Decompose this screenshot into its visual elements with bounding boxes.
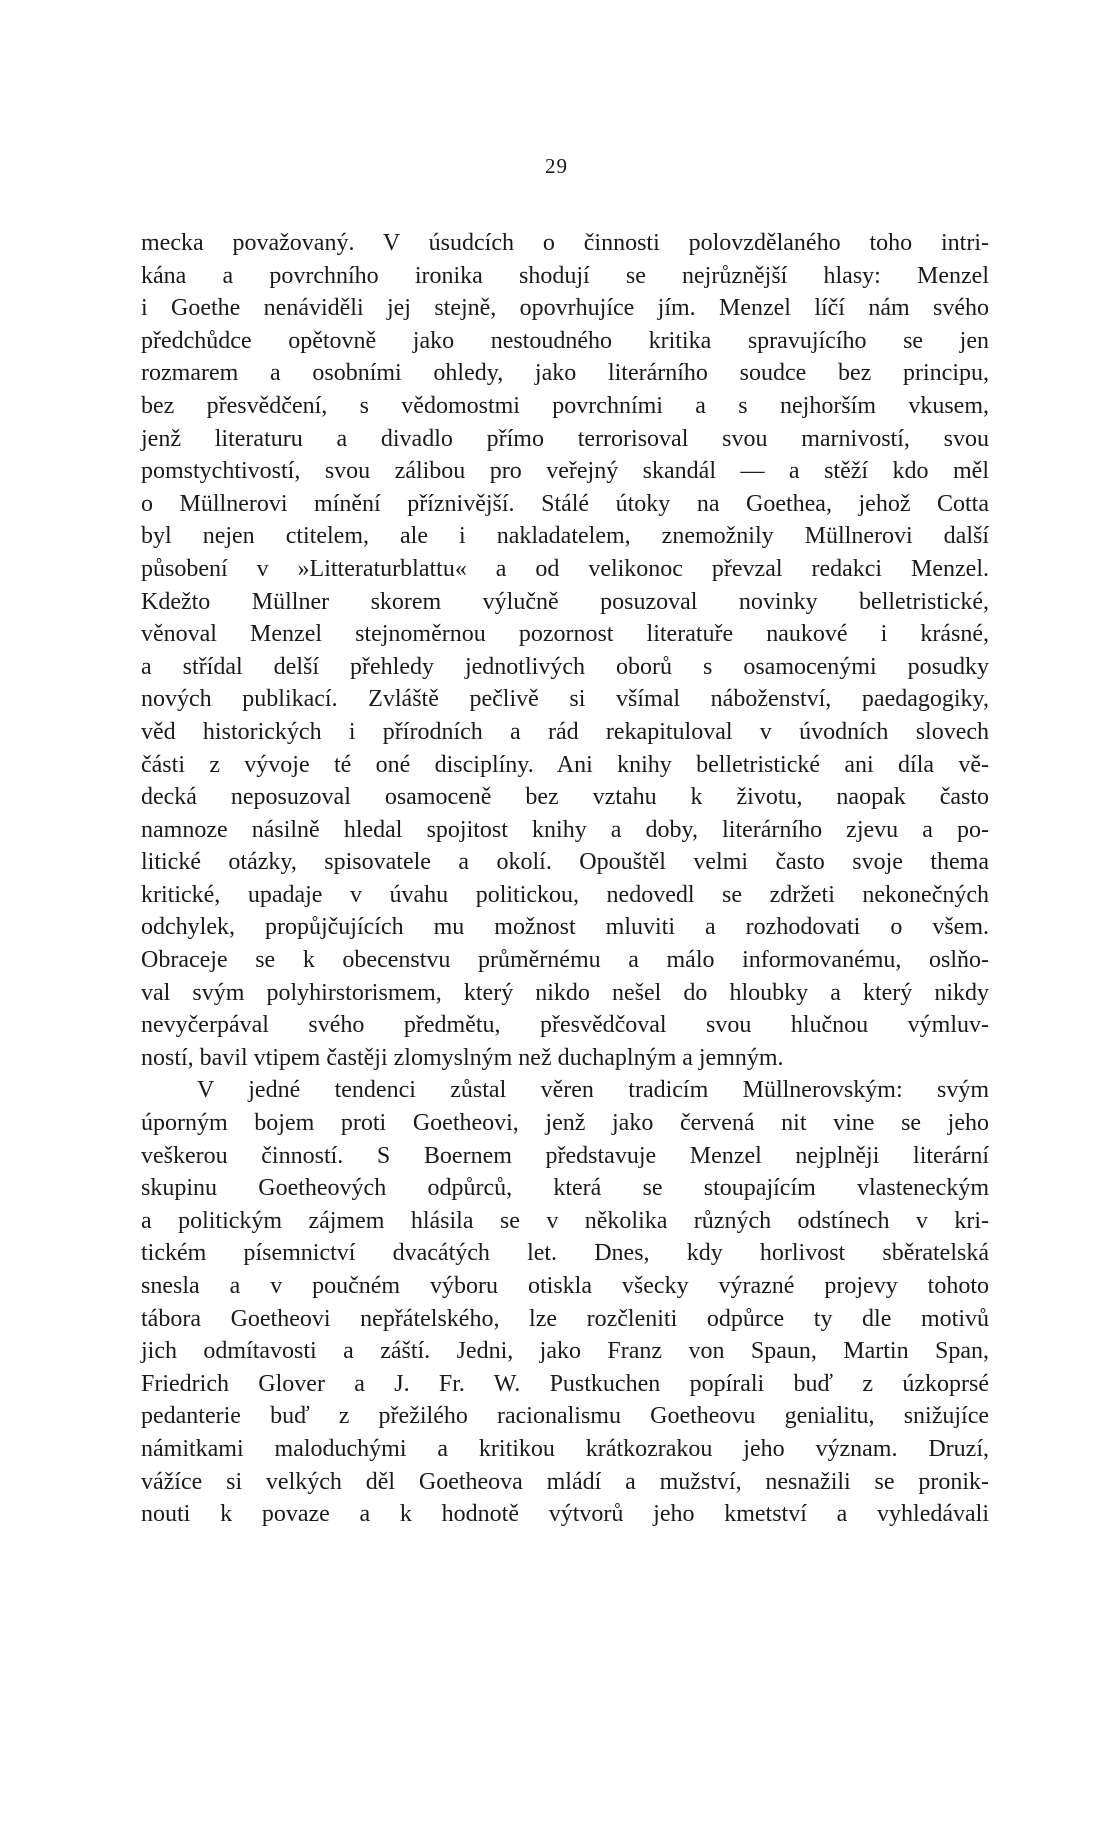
text-line: byl nejen ctitelem, ale i nakladatelem, znemožnily Müllnerovi další: [141, 523, 989, 550]
text-line: mecka považovaný. V úsudcích o činnosti polovzdělaného toho intri-: [141, 230, 989, 256]
text-line: úporným bojem proti Goetheovi, jenž jako červená nit vine se jeho: [141, 1110, 989, 1137]
text-line: val svým polyhirstorismem, který nikdo nešel do hloubky a který nikdy: [141, 979, 989, 1006]
text-line: jich odmítavosti a záští. Jedni, jako Franz von Spaun, Martin Span,: [141, 1338, 989, 1365]
text-line: věnoval Menzel stejnoměrnou pozornost literatuře naukové i krásné,: [141, 621, 989, 648]
text-line: o Müllnerovi mínění příznivější. Stálé útoky na Goethea, jehož Cotta: [141, 490, 989, 517]
text-line: pomstychtivostí, svou zálibou pro veřejný skandál — a stěží kdo měl: [141, 458, 989, 485]
text-line: působení v »Litteraturblattu« a od velikonoc převzal redakci Menzel.: [141, 555, 989, 582]
body-text: [141, 227, 989, 1531]
text-line: námitkami maloduchými a kritikou krátkozrakou jeho význam. Druzí,: [141, 1435, 989, 1462]
text-line: V jedné tendenci zůstal věren tradicím Müllnerovským: svým: [197, 1077, 989, 1104]
text-line: odchylek, propůjčujících mu možnost mluviti a rozhodovati o všem.: [141, 914, 989, 941]
text-line: kritické, upadaje v úvahu politickou, nedovedl se zdržeti nekonečných: [141, 881, 989, 908]
text-line: části z vývoje té oné disciplíny. Ani knihy belletristické ani díla vě-: [141, 751, 989, 778]
paragraph-2: [141, 1074, 989, 1530]
text-line: jenž literaturu a divadlo přímo terrorisoval svou marnivostí, svou: [141, 425, 989, 452]
text-line: bez přesvědčení, s vědomostmi povrchními a s nejhorším vkusem,: [141, 392, 989, 419]
text-line: veškerou činností. S Boernem představuje Menzel nejplněji literární: [141, 1142, 989, 1169]
text-line: tickém písemnictví dvacátých let. Dnes, kdy horlivost sběratelská: [141, 1240, 989, 1267]
text-line: vážíce si velkých děl Goetheova mládí a mužství, nesnažili se pronik-: [141, 1468, 989, 1495]
text-line: tábora Goetheovi nepřátelského, lze rozčleniti odpůrce ty dle motivů: [141, 1305, 989, 1332]
text-line: skupinu Goetheových odpůrců, která se stoupajícím vlasteneckým: [141, 1175, 989, 1202]
text-line: věd historických i přírodních a rád rekapituloval v úvodních slovech: [141, 718, 989, 745]
text-line: snesla a v poučném výboru otiskla všecky výrazné projevy tohoto: [141, 1273, 989, 1299]
text-line: pedanterie buď z přežilého racionalismu Goetheovu genialitu, snižujíce: [141, 1403, 989, 1430]
text-line: a politickým zájmem hlásila se v několika různých odstínech v kri-: [141, 1207, 989, 1234]
text-line: předchůdce opětovně jako nestoudného kritika spravujícího se jen: [141, 327, 989, 354]
text-line: rozmarem a osobními ohledy, jako literárního soudce bez principu,: [141, 360, 989, 387]
text-line: nevyčerpával svého předmětu, přesvědčoval svou hlučnou výmluv-: [141, 1012, 989, 1039]
text-line: Friedrich Glover a J. Fr. W. Pustkuchen popírali buď z úzkoprsé: [141, 1370, 989, 1397]
text-line: Kdežto Müllner skorem výlučně posuzoval novinky belletristické,: [141, 588, 989, 615]
text-line: nových publikací. Zvláště pečlivě si všímal náboženství, paedagogiky,: [141, 686, 989, 713]
paragraph-1: [141, 227, 989, 1074]
text-line: i Goethe nenáviděli jej stejně, opovrhujíce jím. Menzel líčí nám svého: [141, 295, 989, 322]
text-line: decká neposuzoval osamoceně bez vztahu k životu, naopak často: [141, 784, 989, 811]
page-number: 29: [545, 154, 568, 178]
text-line: ností, bavil vtipem častěji zlomyslným než duchaplným a jemným.: [141, 1044, 784, 1071]
text-line: Obraceje se k obecenstvu průměrnému a málo informovanému, oslňo-: [141, 947, 989, 974]
text-line: a střídal delší přehledy jednotlivých oborů s osamocenými posudky: [141, 653, 989, 680]
text-line: namnoze násilně hledal spojitost knihy a doby, literárního zjevu a po-: [141, 816, 989, 843]
text-line: kána a povrchního ironika shodují se nejrůznější hlasy: Menzel: [141, 262, 989, 289]
text-line: litické otázky, spisovatele a okolí. Opouštěl velmi často svoje thema: [141, 849, 989, 876]
text-line: nouti k povaze a k hodnotě výtvorů jeho kmetství a vyhledávali: [141, 1501, 989, 1528]
